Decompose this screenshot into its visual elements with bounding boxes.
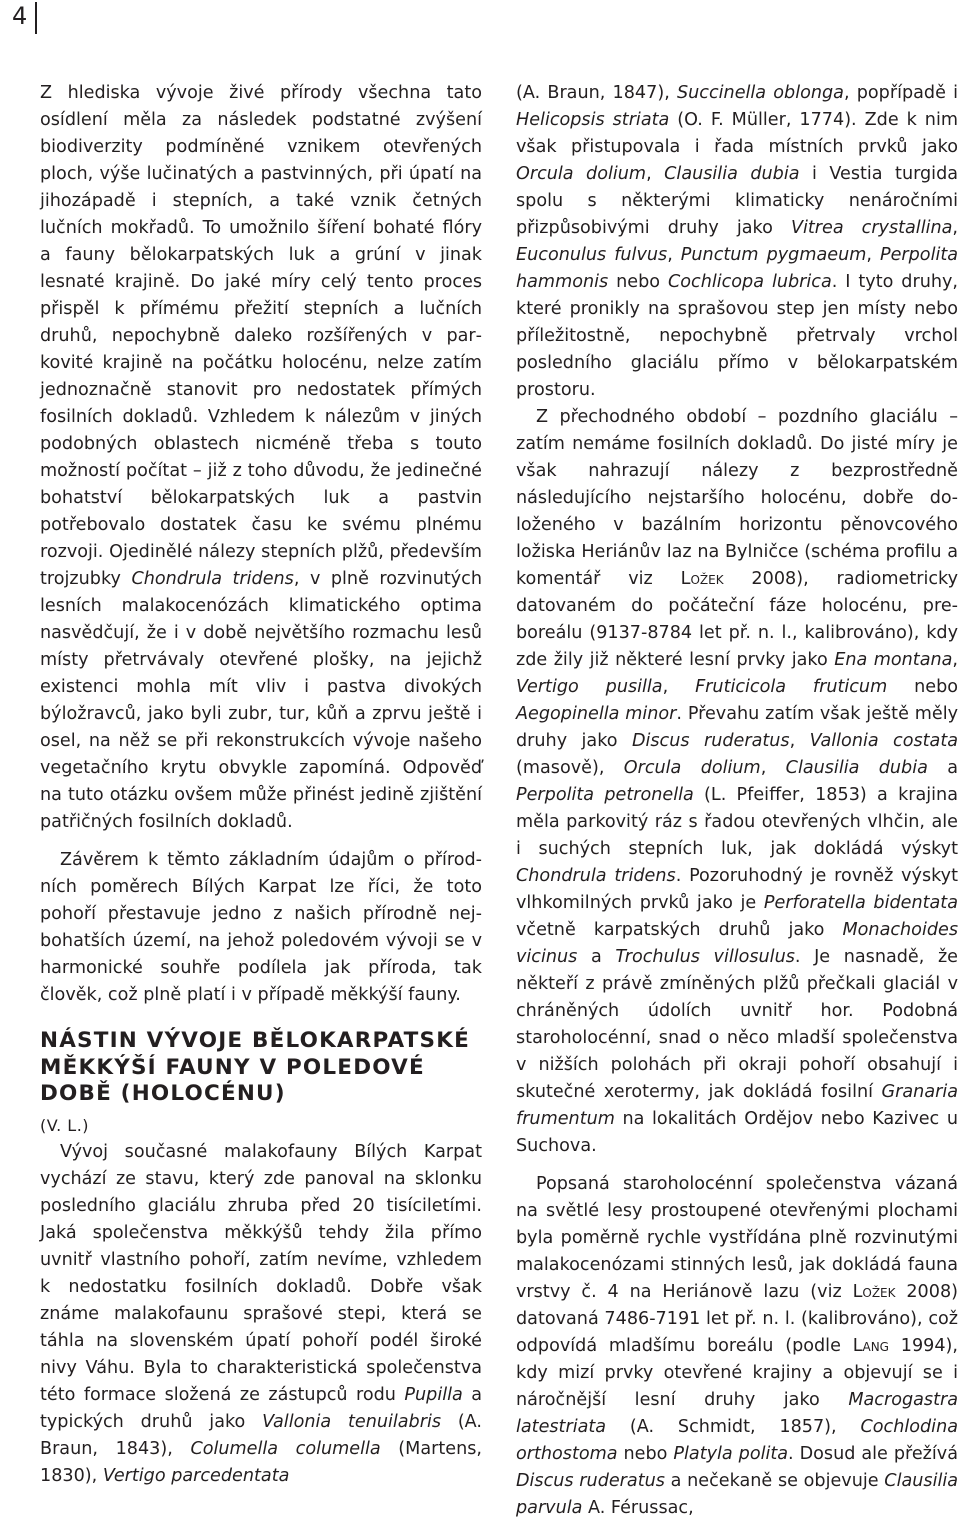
- paragraph: [516, 1171, 958, 1522]
- right-column: [516, 80, 958, 1522]
- text-run: nebo: [608, 272, 668, 292]
- text-run: ,: [866, 245, 880, 265]
- species-name: Macrogastra latestriata: [516, 1390, 958, 1437]
- text-run: nebo: [887, 677, 958, 697]
- species-name: Clausilia parvula: [516, 1471, 959, 1518]
- species-name: Aegopinella minor: [516, 704, 677, 724]
- text-run: . I tyto druhy, které pronikly na sprašovou step jen místy nebo příležitostně, nepochybně přetrvaly vrchol posledního glaciálu přímo v bělokarpatském prostoru.: [516, 272, 958, 400]
- species-name: Monachoides vicinus: [516, 920, 958, 967]
- text-run: a: [577, 947, 616, 967]
- paragraph: [40, 80, 482, 836]
- author-citation: Ložek: [852, 1282, 896, 1302]
- text-run: (L. Pfeiffer, 1853) a krajina měla parkovitý ráz s řadou otevřených vlhčin, ale i suchých stepních luk, jak dokládá výskyt: [516, 785, 958, 859]
- text-run: (Martens, 1830),: [40, 1438, 482, 1486]
- text-run: 2008), radiometricky datovaném do počáteční fáze holocénu, preboreálu (9137-8784 let př. n. l., kalibrováno), kdy zde žily již některé lesní prvky jako: [516, 569, 958, 670]
- species-name: Cochlicopa lubrica: [667, 272, 832, 292]
- paragraph: Závěrem k těmto základním údajům o přírodních poměrech Bílých Karpat lze říci, že toto pohoří přestavuje jedno z našich přírodně nejbohatších území, na jehož poledovém vývoji se v harmonické souhře podílela jak příroda, tak člověk, což plně platí i v případě měkkýší fauny.: [40, 850, 482, 1005]
- paragraph: [516, 80, 958, 404]
- text-run: 1994), kdy mizí prvky otevřené krajiny a objevují se i náročnější lesní druhy jako: [516, 1336, 959, 1410]
- text-run: A. Férussac,: [582, 1498, 694, 1518]
- species-name: Perpolita hammonis: [516, 245, 959, 292]
- text-run: . Dosud ale přežívá: [788, 1444, 958, 1464]
- species-name: Perpolita petronella: [516, 785, 694, 805]
- species-name: Cochlodina orthostoma: [516, 1417, 958, 1464]
- text-run: nebo: [617, 1444, 674, 1464]
- text-run: ,: [760, 758, 786, 778]
- species-name: Fruticicola fruticum: [695, 677, 888, 697]
- text-run: . Převahu zatím však ještě měly druhy jako: [516, 704, 959, 751]
- text-run: (A. Braun, 1843),: [40, 1411, 483, 1459]
- species-name: Discus ruderatus: [631, 731, 790, 751]
- species-name: Euconulus fulvus: [516, 245, 668, 265]
- text-run: ,: [667, 245, 681, 265]
- species-name: Vallonia costata: [809, 731, 959, 751]
- text-run: , popřípadě i: [843, 83, 958, 103]
- text-run: ,: [952, 218, 958, 238]
- species-name: Discus ruderatus: [516, 1471, 665, 1491]
- species-name: Granaria frumentum: [516, 1082, 958, 1129]
- text-run: ,: [789, 731, 810, 751]
- species-name: Trochulus villosulus: [615, 947, 795, 967]
- text-run: 2008) datovaná 7486-7191 let př. n. l. (kalibrováno), což odpovídá mladšímu boreálu (podle: [516, 1282, 959, 1356]
- species-name: Columella columella: [190, 1438, 381, 1459]
- text-run: . Pozoruhodný je rovněž výskyt vlhkomilných prvků jako je: [516, 866, 958, 913]
- species-name: Vallonia tenuilabris: [262, 1411, 442, 1432]
- species-name: Orcula dolium: [623, 758, 761, 778]
- text-run: ,: [662, 677, 696, 697]
- species-name: Vitrea crystallina: [790, 218, 953, 238]
- species-name: Perforatella bidentata: [763, 893, 958, 913]
- text-run: (A. Braun, 1847),: [516, 83, 677, 103]
- species-name: Clausilia dubia: [664, 164, 800, 184]
- text-run: . Je nasnadě, že někteří z právě zmíněných plžů přečkali glaciál v chráněných údolích uvnitř hor. Podobná staroholocénní, snad o něco mladší společenstva v nižších polohách při okraji pohoří obsahují i skutečné xerotermy, jak dokládá fosilní: [516, 947, 959, 1102]
- text-run: Popsaná staroholocénní společenstva vázaná na světlé lesy prostoupené otevřenými plochami byla poměrně rychle vystřídána plně rozvinutými malakocenózami stinných lesů, jak dokládá fauna vrstvy č. 4 na Heriánově lazu (viz: [516, 1174, 958, 1302]
- page-number-divider: [35, 2, 37, 34]
- species-name: Clausilia dubia: [785, 758, 928, 778]
- text-run: ,: [952, 650, 958, 670]
- text-run: ,: [646, 164, 665, 184]
- species-name: Ena montana: [834, 650, 953, 670]
- species-name: Vertigo parcedentata: [102, 1465, 290, 1486]
- species-name: Succinella oblonga: [676, 83, 844, 103]
- species-name: Helicopsis striata: [516, 110, 670, 130]
- species-name: Orcula dolium: [516, 164, 647, 184]
- page-number: 4: [12, 2, 28, 30]
- author-initials: (V. L.): [40, 1115, 90, 1135]
- section-heading: NÁSTIN VÝVOJE BĚLOKARPATSKÉ MĚKKÝŠÍ FAUNY V POLEDOVÉ DOBĚ (HOLOCÉNU): [40, 1028, 470, 1106]
- text-run: a: [927, 758, 959, 778]
- author-citation: Lang: [852, 1336, 889, 1356]
- text-run: (A. Schmidt, 1857),: [606, 1417, 861, 1437]
- text-run: i Vestia turgida spolu s některými klimaticky nenáročními přizpůsobivými druhy jako: [516, 164, 959, 238]
- species-name: Chondrula tridens: [131, 569, 294, 589]
- species-name: Vertigo pusilla: [516, 677, 663, 697]
- text-run: (masově),: [516, 758, 624, 778]
- text-run: a typických druhů jako: [40, 1384, 483, 1432]
- species-name: Platyla polita: [673, 1444, 789, 1464]
- text-run: včetně karpatských druhů jako: [516, 920, 843, 940]
- text-run: , v plně rozvinutých lesních malakocenózách klimatického optima nasvědčují, že i v době největšího rozmachu lesů místy přetrvávaly otevřené plošky, na jejichž existenci mohla mít vliv i pastva divokých býložravců, jako byli zubr, tur, kůň a zprvu ještě i osel, na něž se při rekonstrukcích vývoje našeho vegetačního krytu obvykle zapomíná. Odpověď na tuto otázku ovšem může přinést jedině zjištění patřičných fosilních dokladů.: [40, 569, 482, 832]
- left-column: [40, 80, 482, 1490]
- species-name: Chondrula tridens: [516, 866, 676, 886]
- species-name: Pupilla: [404, 1384, 463, 1405]
- text-run: Vývoj současné malakofauny Bílých Karpat vychází ze stavu, který zde panoval na sklonku posledního glaciálu zhruba před 20 tisíciletími. Jaká společenstva měkkýšů tehdy žila přímo uvnitř vlastního pohoří, zatím nevíme, vzhledem k nedostatku fosilních dokladů. Dobře však známe malakofaunu sprašové stepi, která se táhla na slovenském úpatí pohoří podél široké nivy Váhu. Byla to charakteristická společenstva této formace složená ze zástupců rodu: [40, 1141, 482, 1405]
- text-run: a nečekaně se objevuje: [664, 1471, 885, 1491]
- species-name: Punctum pygmaeum: [680, 245, 867, 265]
- author-citation: Ložek: [680, 569, 724, 589]
- text-run: na lokalitách Ordějov nebo Kazivec u Suchova.: [516, 1109, 958, 1156]
- text-run: Z hlediska vývoje živé přírody všechna tato osídlení měla za následek podstatné zvýšení biodiverzity podmíněné vznikem otevřených ploch, výše lučinatých a pastvinných, při úpatí na jihozápadě i stepních, a také vznik četných lučních mokřadů. To umožnilo šíření bohaté flóry a fauny bělokarpatských luk a grúní v jinak lesnaté krajině. Do jaké míry celý tento proces přispěl k přímému přežití stepních a lučních druhů, nepochybně daleko rozšířených v parkovité krajině na počátku holocénu, nelze zatím jednoznačně stanovit pro nedostatek přímých fosilních dokladů. Vzhledem k nálezům v jiných podobných oblastech nicméně třeba s touto možností počítat – již z toho důvodu, že jedinečné bohatství bělokarpatských luk a pastvin potřebovalo dostatek času ke svému plnému rozvoji. Ojedinělé nálezy stepních plžů, především trojzubky: [40, 83, 482, 589]
- text-run: Z přechodného období – pozdního glaciálu – zatím nemáme fosilních dokladů. Do jisté míry je však nahrazují nálezy z bezprostředně následujícího nejstaršího holocénu, dobře doloženého v bazálním horizontu pěnovcového ložiska Heriánův laz na Bylničce (schéma profilu a komentář viz: [516, 407, 958, 589]
- paragraph: [40, 1139, 482, 1490]
- text-run: (O. F. Müller, 1774). Zde k nim však přistupovala i řada místních prvků jako: [516, 110, 958, 157]
- paragraph: [516, 404, 958, 1160]
